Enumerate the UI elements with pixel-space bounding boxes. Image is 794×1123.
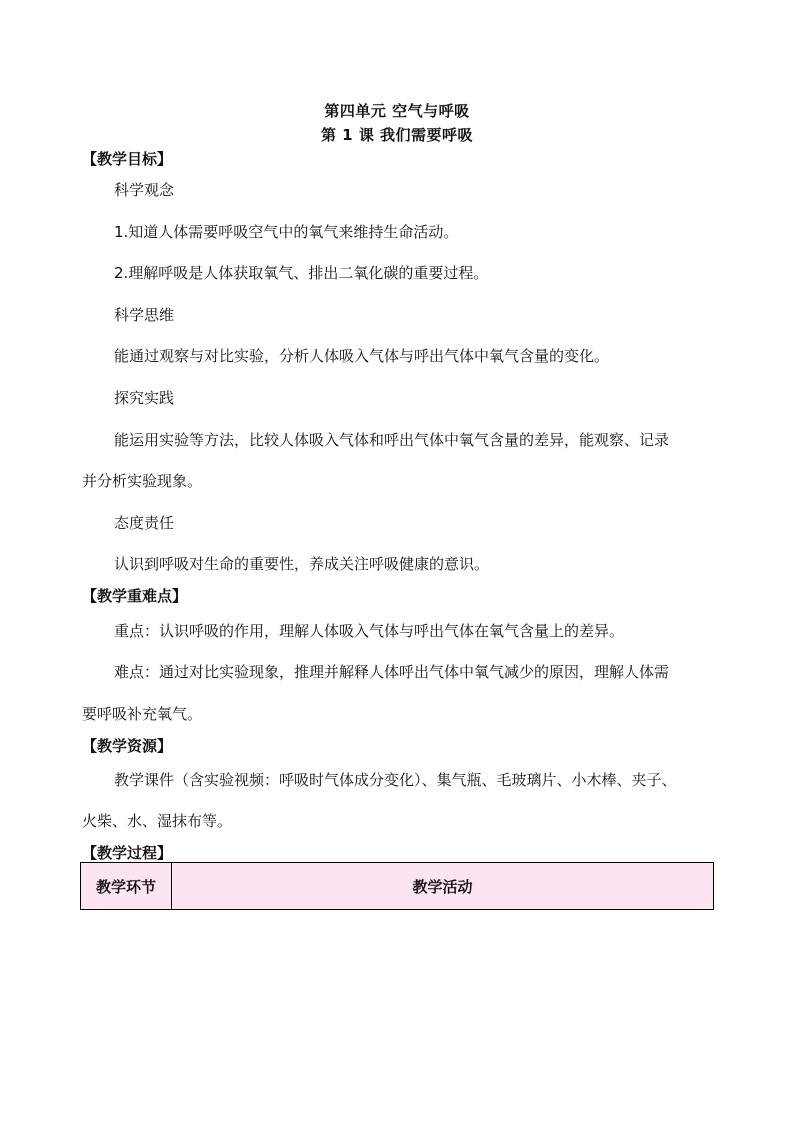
table-header-stage: 教学环节 xyxy=(81,863,172,910)
key-points-heading: 【教学重难点】 xyxy=(82,587,188,605)
table-header-activity: 教学活动 xyxy=(172,863,714,910)
attitude-label: 态度责任 xyxy=(114,514,175,532)
inquiry-practice-text-line-1: 能运用实验等方法，比较人体吸入气体和呼出气体中氧气含量的差异，能观察、记录 xyxy=(114,431,670,449)
attitude-text: 认识到呼吸对生命的重要性，养成关注呼吸健康的意识。 xyxy=(114,555,490,573)
difficult-point-line-1: 难点：通过对比实验现象，推理并解释人体呼出气体中氧气减少的原因，理解人体需 xyxy=(114,663,670,681)
lesson-title: 第 1 课 我们需要呼吸 xyxy=(320,126,474,144)
key-point-text: 重点：认识呼吸的作用，理解人体吸入气体与呼出气体在氧气含量上的差异。 xyxy=(114,622,625,640)
goals-heading: 【教学目标】 xyxy=(82,150,173,168)
science-thinking-label: 科学思维 xyxy=(114,306,175,324)
science-concept-item-2: 2.理解呼吸是人体获取氧气、排出二氧化碳的重要过程。 xyxy=(114,264,489,282)
process-heading: 【教学过程】 xyxy=(82,844,173,862)
difficult-point-line-2: 要呼吸补充氧气。 xyxy=(82,705,203,723)
resources-line-2: 火柴、水、湿抹布等。 xyxy=(82,812,233,830)
science-concept-label: 科学观念 xyxy=(114,181,175,199)
process-table xyxy=(80,862,714,910)
unit-title: 第四单元 空气与呼吸 xyxy=(324,102,470,120)
inquiry-practice-text-line-2: 并分析实验现象。 xyxy=(82,472,203,490)
science-thinking-text: 能通过观察与对比实验，分析人体吸入气体与呼出气体中氧气含量的变化。 xyxy=(114,347,610,365)
table-row xyxy=(81,863,714,910)
resources-line-1: 教学课件（含实验视频：呼吸时气体成分变化）、集气瓶、毛玻璃片、小木棒、夹子、 xyxy=(114,771,677,789)
inquiry-practice-label: 探究实践 xyxy=(114,389,175,407)
science-concept-item-1: 1.知道人体需要呼吸空气中的氧气来维持生命活动。 xyxy=(114,223,459,241)
resources-heading: 【教学资源】 xyxy=(82,737,173,755)
